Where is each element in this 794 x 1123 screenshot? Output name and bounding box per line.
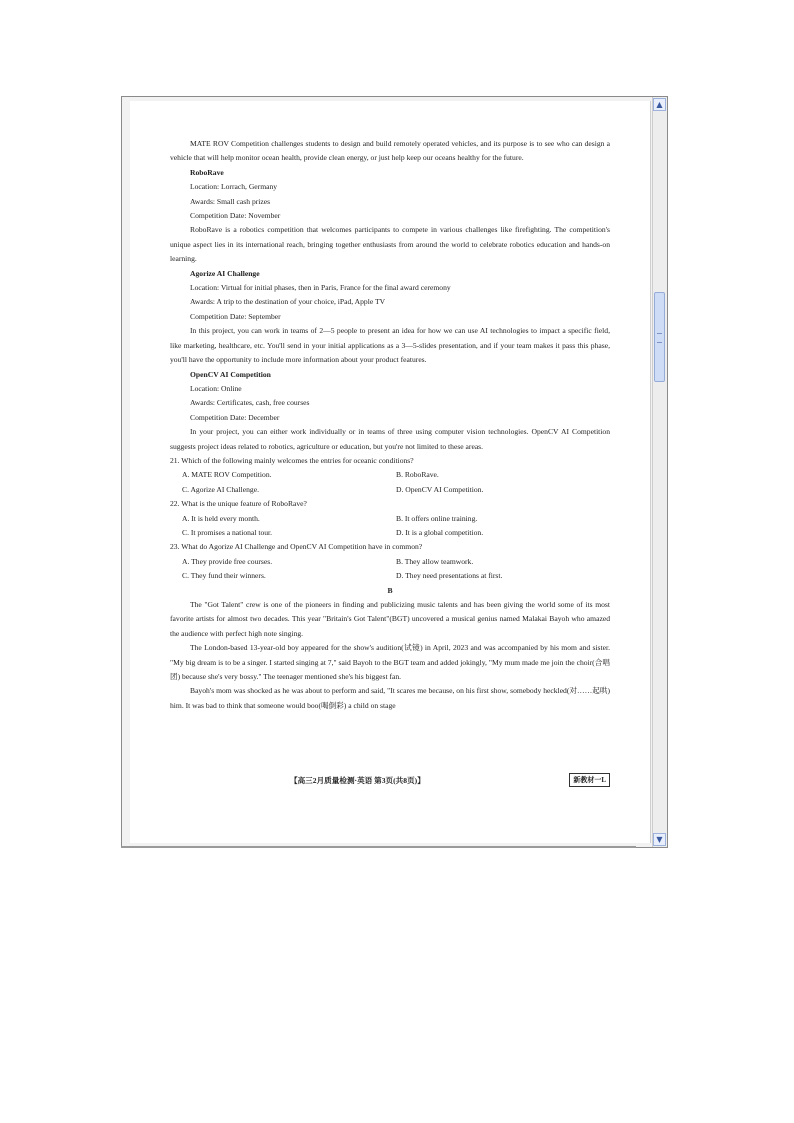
option: B. RoboRave. bbox=[396, 470, 439, 480]
question-22-options bbox=[182, 512, 610, 526]
roborave-awards: Awards: Small cash prizes bbox=[190, 196, 271, 206]
section-b-paragraph-1: The "Got Talent" crew is one of the pioneers in finding and publicizing music talents and has been giving the world some of its most favorite artists for almost two decades. This year "Britain's Got Talent"(BGT) uncovered a musical genius named Malakai Bayoh who amazed the audience with perfect high note singing. bbox=[170, 600, 610, 638]
option: D. They need presentations at first. bbox=[396, 571, 503, 581]
page-footer bbox=[170, 773, 610, 789]
option: D. OpenCV AI Competition. bbox=[396, 484, 484, 494]
question-23-options bbox=[182, 555, 610, 569]
page-content bbox=[170, 137, 610, 713]
opencv-awards: Awards: Certificates, cash, free courses bbox=[190, 398, 310, 408]
option: B. It offers online training. bbox=[396, 513, 478, 523]
question-23: 23. What do Agorize AI Challenge and OpenCV AI Competition have in common? bbox=[170, 542, 423, 552]
agorize-awards: Awards: A trip to the destination of your choice, iPad, Apple TV bbox=[190, 297, 386, 307]
horizontal-divider bbox=[121, 846, 636, 848]
opencv-date: Competition Date: December bbox=[190, 412, 280, 422]
option: C. Agorize AI Challenge. bbox=[182, 484, 259, 494]
agorize-description: In this project, you can work in teams of 2—5 people to present an idea for how we can use AI technologies to impact a specific field, like marketing, healthcare, etc. You'll send in your initial applications as a 3—5-slides presentation, and if your team makes it pass this phase, you'll have the opportunity to include more information about your product features. bbox=[170, 326, 610, 365]
roborave-title: RoboRave bbox=[190, 167, 224, 177]
option: C. They fund their winners. bbox=[182, 571, 266, 581]
agorize-location: Location: Virtual for initial phases, then in Paris, France for the final award ceremony bbox=[190, 283, 451, 293]
question-22: 22. What is the unique feature of RoboRave? bbox=[170, 499, 307, 509]
question-21-options bbox=[182, 468, 610, 482]
roborave-description: RoboRave is a robotics competition that welcomes participants to compete in various challenges like firefighting. The competition's unique aspect lies in its international reach, bringing together enthusiasts from around the world to celebrate robotics education and hands-on learning. bbox=[170, 225, 610, 264]
scrollbar-thumb[interactable] bbox=[654, 292, 665, 382]
scroll-up-icon[interactable]: ▲ bbox=[653, 98, 666, 111]
question-22-options bbox=[182, 526, 610, 540]
option: A. They provide free courses. bbox=[182, 556, 273, 566]
scroll-down-icon[interactable]: ▼ bbox=[653, 833, 666, 846]
agorize-date: Competition Date: September bbox=[190, 311, 281, 321]
option: A. MATE ROV Competition. bbox=[182, 470, 272, 480]
footer-text: 【高三2月质量检测·英语 第3页(共8页)】 bbox=[290, 776, 425, 785]
opencv-location: Location: Online bbox=[190, 383, 242, 393]
question-21-options bbox=[182, 483, 610, 497]
footer-badge: 新教材一L bbox=[569, 773, 610, 787]
document-page bbox=[130, 101, 651, 843]
section-b-paragraph-2: The London-based 13-year-old boy appeared for the show's audition(试镜) in April, 2023 and was accompanied by his mom and sister. "My big dream is to be a singer. I started singing at 7," said Bayoh to the BGT team and added jokingly, "My mum made me join the choir(合唱团) because she's very bossy." The teenager mentioned she's his biggest fan. bbox=[170, 643, 610, 682]
paragraph-mate-rov: MATE ROV Competition challenges students to design and build remotely operated vehicles, and its purpose is to see who can design a vehicle that will help monitor ocean health, provide clean energy, or just help keep our oceans healthy for the future. bbox=[170, 139, 610, 163]
agorize-title: Agorize AI Challenge bbox=[190, 268, 260, 278]
option: C. It promises a national tour. bbox=[182, 527, 273, 537]
option: D. It is a global competition. bbox=[396, 527, 484, 537]
section-b-label: B bbox=[387, 585, 393, 595]
question-21: 21. Which of the following mainly welcomes the entries for oceanic conditions? bbox=[170, 455, 414, 465]
opencv-title: OpenCV AI Competition bbox=[190, 369, 271, 379]
option: B. They allow teamwork. bbox=[396, 556, 474, 566]
grip-icon bbox=[657, 333, 662, 343]
roborave-location: Location: Lorrach, Germany bbox=[190, 182, 278, 192]
section-b-paragraph-3: Bayoh's mom was shocked as he was about to perform and said, "It scares me because, on his first show, somebody heckled(对……起哄) him. It was bad to think that someone would boo(喝倒彩) a child on stage bbox=[170, 686, 610, 710]
document-viewer bbox=[121, 96, 668, 848]
opencv-description: In your project, you can either work individually or in teams of three using computer vision technologies. OpenCV AI Competition suggests project ideas related to robotics, agriculture or education, but you're not limited to these areas. bbox=[170, 427, 610, 451]
option: A. It is held every month. bbox=[182, 513, 260, 523]
question-23-options bbox=[182, 569, 610, 583]
roborave-date: Competition Date: November bbox=[190, 211, 281, 221]
vertical-scrollbar[interactable] bbox=[652, 97, 667, 847]
